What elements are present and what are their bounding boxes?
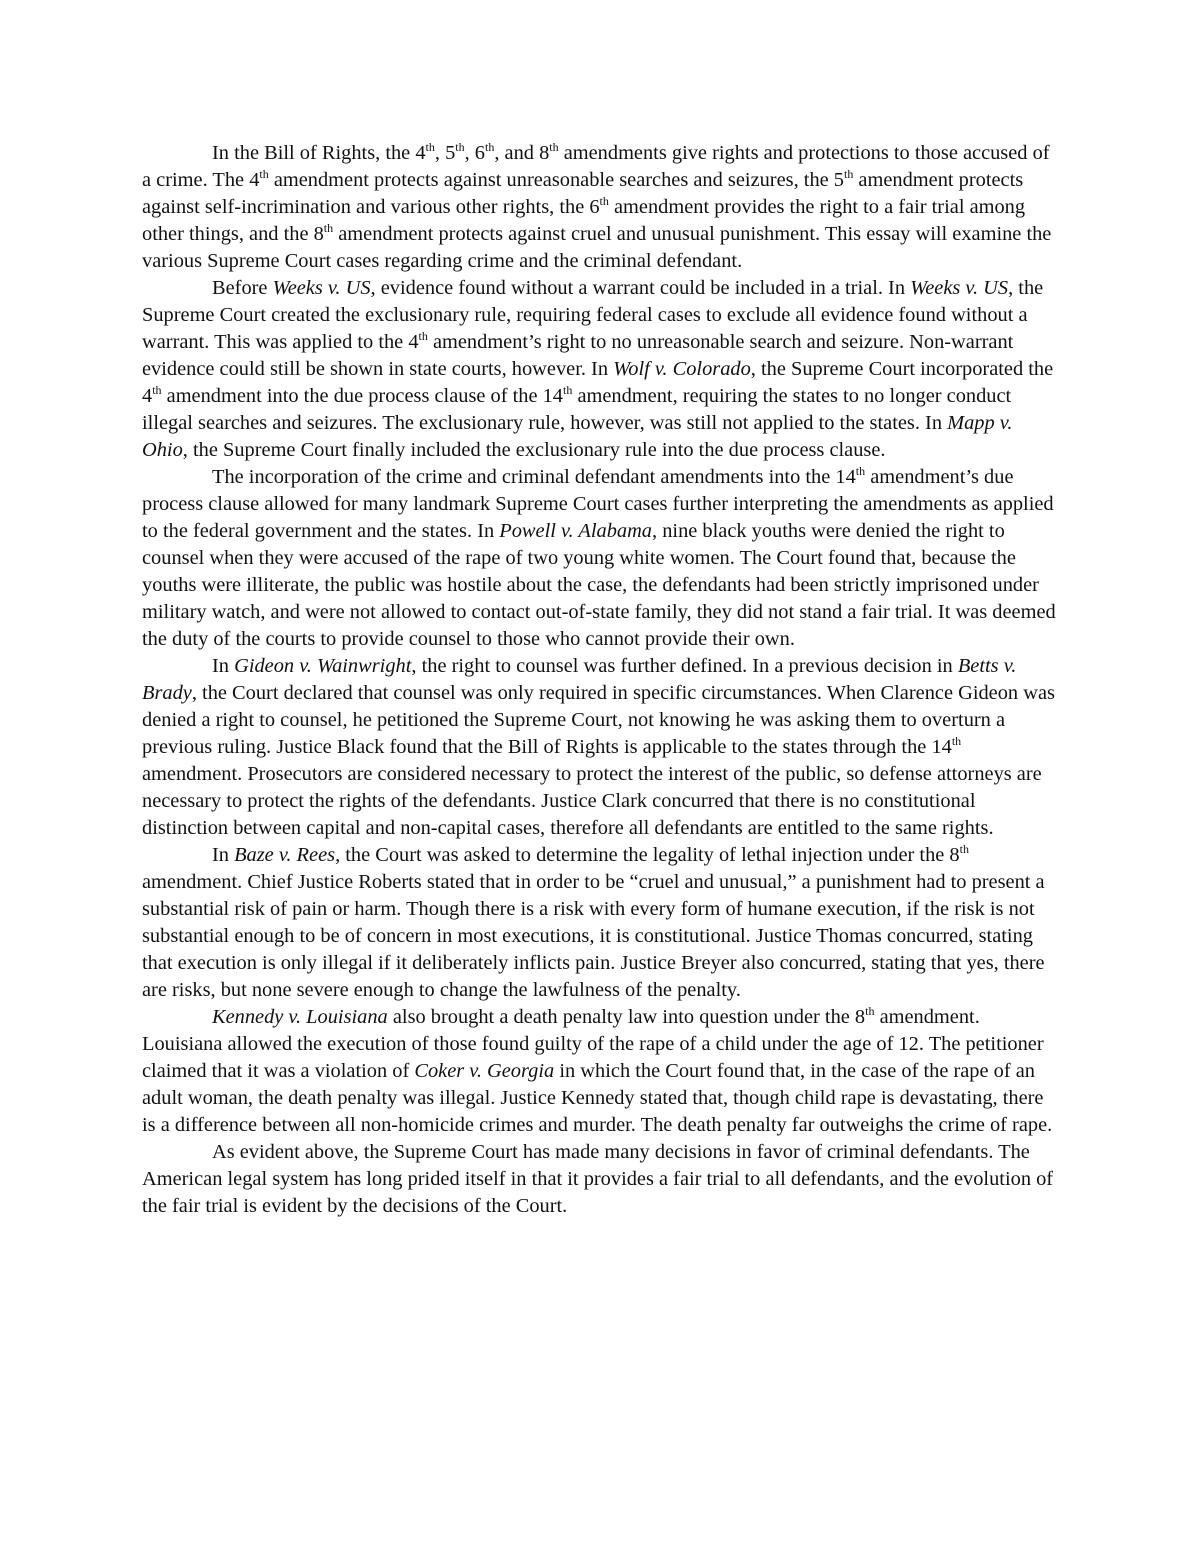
document-page	[142, 140, 1062, 1220]
ordinal-superscript: th	[843, 167, 854, 181]
text-segment: The incorporation of the crime and criminal defendant amendments into the 14	[212, 466, 856, 488]
case-name: Baze v. Rees	[234, 844, 336, 866]
text-segment: In	[212, 844, 235, 866]
text-segment: , the Supreme Court created the exclusionary rule, requiring federal cases to exclude all evidence found without a warrant. This was applied to the 4	[142, 277, 1044, 353]
ordinal-superscript: th	[951, 734, 962, 748]
text-segment: amendment protects against self-incrimination and various other rights, the 6	[142, 169, 1024, 218]
text-segment: amendment. Chief Justice Roberts stated that in order to be “cruel and unusual,” a punishment had to present a substantial risk of pain or harm. Though there is a risk with every form of humane execution, if the risk is not substantial enough to be of concern in most executions, it is constitutional. Justice Thomas concurred, stating that execution is only illegal if it deliberately inflicts pain. Justice Breyer also concurred, stating that yes, there are risks, but none severe enough to change the lawfulness of the penalty.	[142, 871, 1045, 1001]
ordinal-superscript: th	[425, 140, 435, 154]
ordinal-superscript: th	[485, 140, 495, 154]
ordinal-superscript: th	[259, 167, 269, 181]
text-segment: , evidence found without a warrant could be included in a trial. In	[370, 277, 911, 299]
paragraph-3	[142, 464, 1062, 653]
text-segment: , the Court was asked to determine the legality of lethal injection under the 8	[335, 844, 960, 866]
text-segment: amendment provides the right to a fair trial among other things, and the 8	[142, 196, 1026, 245]
text-segment: amendment. Prosecutors are considered necessary to protect the interest of the public, so defense attorneys are necessary to protect the rights of the defendants. Justice Clark concurred that there is no constitutional distinction between capital and non-capital cases, therefore all defendants are entitled to the same rights.	[142, 763, 1042, 839]
text-segment: amendment’s right to no unreasonable search and seizure. Non-warrant evidence could still be shown in state courts, however. In	[142, 331, 1014, 380]
paragraph-1	[142, 140, 1062, 275]
text-segment: Before	[212, 277, 273, 299]
paragraph-5	[142, 842, 1062, 1004]
text-segment: As evident above, the Supreme Court has made many decisions in favor of criminal defendants. The American legal system has long prided itself in that it provides a fair trial to all defendants, and the evolution of the fair trial is evident by the decisions of the Court.	[142, 1141, 1054, 1217]
ordinal-superscript: th	[599, 194, 609, 208]
ordinal-superscript: th	[855, 464, 866, 478]
ordinal-superscript: th	[549, 140, 559, 154]
paragraph-7	[142, 1139, 1062, 1220]
text-segment: , nine black youths were denied the right to counsel when they were accused of the rape of two young white women. The Court found that, because the youths were illiterate, the public was hostile about the case, the defendants had been strictly imprisoned under military watch, and were not allowed to contact out-of-state family, they did not stand a fair trial. It was deemed the duty of the courts to provide counsel to those who cannot provide their own.	[142, 520, 1056, 650]
text-segment: , the Supreme Court incorporated the 4	[142, 358, 1054, 407]
text-segment: amendment. Louisiana allowed the execution of those found guilty of the rape of a child under the age of 12. The petitioner claimed that it was a violation of	[142, 1006, 1044, 1082]
case-name: Gideon v. Wainwright	[234, 655, 412, 677]
text-segment: amendment, requiring the states to no longer conduct illegal searches and seizures. The exclusionary rule, however, was still not applied to the states. In	[142, 385, 1012, 434]
case-name: Kennedy v. Louisiana	[212, 1006, 388, 1028]
paragraph-6	[142, 1004, 1062, 1139]
paragraph-2	[142, 275, 1062, 464]
text-segment: , 6	[464, 142, 485, 164]
case-name: Mapp v. Ohio	[142, 412, 1013, 461]
paragraph-4	[142, 653, 1062, 842]
text-segment: , the Court declared that counsel was only required in specific circumstances. When Clarence Gideon was denied a right to counsel, he petitioned the Supreme Court, not knowing he was asking them to overturn a previous ruling. Justice Black found that the Bill of Rights is applicable to the states through the 14	[142, 682, 1055, 758]
case-name: Betts v. Brady	[142, 655, 1017, 704]
case-name: Weeks v. US	[272, 277, 371, 299]
ordinal-superscript: th	[152, 383, 162, 397]
text-segment: , the Supreme Court finally included the exclusionary rule into the due process clause.	[182, 439, 886, 461]
text-segment: amendment into the due process clause of the 14	[161, 385, 564, 407]
case-name: Coker v. Georgia	[414, 1060, 555, 1082]
text-segment: , the right to counsel was further defined. In a previous decision in	[411, 655, 958, 677]
text-segment: also brought a death penalty law into question under the 8	[387, 1006, 866, 1028]
ordinal-superscript: th	[959, 842, 969, 856]
case-name: Powell v. Alabama	[499, 520, 653, 542]
text-segment: amendment protects against cruel and unusual punishment. This essay will examine the various Supreme Court cases regarding crime and the criminal defendant.	[142, 223, 1052, 272]
ordinal-superscript: th	[418, 329, 428, 343]
text-segment: amendment’s due process clause allowed for many landmark Supreme Court cases further interpreting the amendments as applied to the federal government and the states. In	[142, 466, 1054, 542]
ordinal-superscript: th	[323, 221, 334, 235]
ordinal-superscript: th	[865, 1004, 875, 1018]
case-name: Wolf v. Colorado	[613, 358, 751, 380]
text-segment: In	[212, 655, 235, 677]
text-segment: amendment protects against unreasonable searches and seizures, the 5	[268, 169, 844, 191]
ordinal-superscript: th	[455, 140, 465, 154]
case-name: Weeks v. US	[910, 277, 1009, 299]
text-segment: , and 8	[494, 142, 550, 164]
text-segment: In the Bill of Rights, the 4	[212, 142, 426, 164]
text-segment: amendments give rights and protections to those accused of a crime. The 4	[142, 142, 1050, 191]
text-segment: in which the Court found that, in the case of the rape of an adult woman, the death penalty was illegal. Justice Kennedy stated that, though child rape is devastating, there is a difference between all non-homicide crimes and murder. The death penalty far outweighs the crime of rape.	[142, 1060, 1053, 1136]
ordinal-superscript: th	[563, 383, 573, 397]
text-segment: , 5	[434, 142, 456, 164]
